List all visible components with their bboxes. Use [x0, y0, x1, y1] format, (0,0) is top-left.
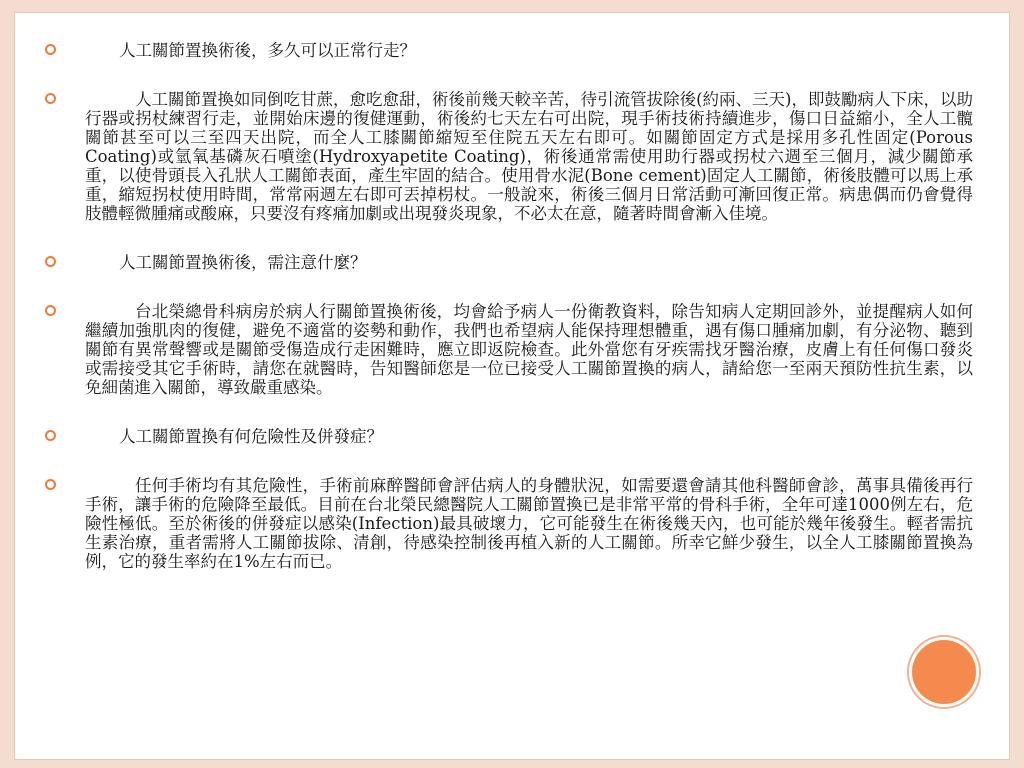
bullet-text: 人工關節置換如同倒吃甘蔗，愈吃愈甜，術後前幾天較辛苦，待引流管拔除後(約兩、三天)，即鼓勵病人下床，以助行器或拐杖練習行走，並開始床邊的復健運動，術後約七天左右可出院，現手術技術持續進步，傷口日益縮小，全人工髖關節甚至可以三至四天出院，而全人工膝關節縮短至住院五天左右即可。如關節固定方式是採用多孔性固定(Porous Coating)或氫氧基磷灰石噴塗(Hydroxyapetite Coating)，術後通常需使用助行器或拐杖六週至三個月，減少關節承重，以使骨頭長入孔狀人工關節表面，產生牢固的結合。使用骨水泥(Bone cement)固定人工關節，術後肢體可以馬上承重，縮短拐杖使用時間，常常兩週左右即可丟掉枴杖。一般說來，術後三個月日常活動可漸回復正常。病患偶而仍會覺得肢體輕微腫痛或酸麻，只要沒有疼痛加劇或出現發炎現象，不必太在意，隨著時間會漸入佳境。 [85, 90, 973, 223]
bullet-item-answer-3 [45, 476, 973, 571]
bullet-text: 人工關節置換有何危險性及併發症？ [119, 427, 383, 446]
bullet-icon [45, 479, 56, 490]
bullet-icon [45, 44, 56, 55]
slide [14, 12, 1010, 760]
bullet-item-answer-2 [45, 302, 973, 397]
bullet-item-answer-1 [45, 90, 973, 223]
bullet-icon [45, 93, 56, 104]
bullet-text: 台北榮總骨科病房於病人行關節置換術後，均會給予病人一份衛教資料，除告知病人定期回診外，並提醒病人如何繼續加強肌肉的復健，避免不適當的姿勢和動作，我們也希望病人能保持理想體重，遇有傷口腫痛加劇，有分泌物、聽到關節有異常聲響或是關節受傷造成行走困難時，應立即返院檢查。此外當您有牙疾需找牙醫治療，皮膚上有任何傷口發炎或需接受其它手術時，請您在就醫時，告知醫師您是一位已接受人工關節置換的病人，請給您一至兩天預防性抗生素，以免細菌進入關節，導致嚴重感染。 [85, 302, 973, 397]
bullet-item-question-2 [45, 253, 973, 272]
bullet-text: 人工關節置換術後，需注意什麼？ [119, 253, 367, 272]
bullet-icon [45, 305, 56, 316]
bullet-item-question-1 [45, 41, 973, 60]
bullet-text: 人工關節置換術後，多久可以正常行走？ [119, 41, 416, 60]
bullet-text: 任何手術均有其危險性，手術前麻醉醫師會評估病人的身體狀況，如需要還會請其他科醫師會診，萬事具備後再行手術，讓手術的危險降至最低。目前在台北榮民總醫院人工關節置換已是非常平常的骨科手術，全年可達1000例左右，危險性極低。至於術後的併發症以感染(Infection)最具破壞力，它可能發生在術後幾天內，也可能於幾年後發生。輕者需抗生素治療，重者需將人工關節拔除、清創，待感染控制後再植入新的人工關節。所幸它鮮少發生，以全人工膝關節置換為例，它的發生率約在1%左右而已。 [85, 476, 973, 571]
bullet-icon [45, 256, 56, 267]
bullet-item-question-3 [45, 427, 973, 446]
bullet-icon [45, 430, 56, 441]
bullet-list [45, 41, 973, 601]
decorative-circle [912, 640, 976, 704]
